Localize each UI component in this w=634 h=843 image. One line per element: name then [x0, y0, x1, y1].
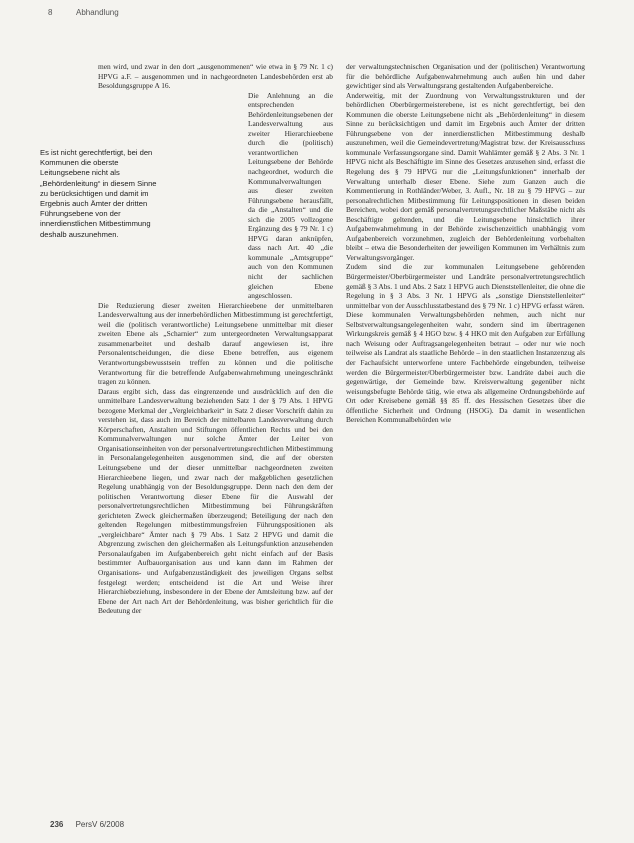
paragraph: Die Anlehnung an die entsprechenden Behördenleitungsebenen der Landesverwaltung aus zweiter Hierarchieebene durch die (politisch) verantwortlichen Leitungsebene der Behörde nachgeordnet, wodurch die Kommunalverwaltungen aus dieser zweiten Führungsebene herausfällt, da die „Anstalten“ und die sich die 2005 vollzogene Ergänzung des § 79 Nr. 1 c) HPVG daran anknüpfen, dass nach Art. 40 „die kommunale „Amtsgruppe“ auch von den Kommunen nicht der sachlichen gleichen Ebene angeschlossen.: [248, 90, 333, 301]
header-marker: 8: [48, 8, 53, 17]
journal-issue: PersV 6/2008: [75, 820, 125, 829]
page-number: 236: [50, 820, 64, 829]
paragraph: Zudem sind die zur kommunalen Leitungsebene gehörenden Bürgermeister/Oberbürgermeister und Landräte personalvertretungsrechtlich gemäß § 3 Abs. 1 und Abs. 2 Satz 1 HPVG auch Dienststellenleiter, die ohne die Regelung in § 3 Abs. 3 Nr. 1 HPVG als „sonstige Dienststellenleiter“ unmittelbar von der Ausschlusstatbestand des § 79 Nr. 1 c) HPVG erfasst wären.: [346, 262, 585, 310]
paragraph: Diese kommunalen Verwaltungsbehörden nehmen, auch nicht nur Selbstverwaltungsangelegenheiten wahr, sondern sind im übertragenen Wirkungskreis gemäß § 4 HGO bzw. § 4 HKO mit den Aufgaben zur Erfüllung nach Weisung oder Auftragsangelegenheiten betraut – oder nur wie noch teilweise als Landrat als staatliche Behörde – in den staatlichen Instanzenzug als der Fachaufsicht unterworfene untere Fachbehörde eingebunden, teilweise werden die Bürgermeister/Oberbürgermeister bzw. Landräte dabei auch die gegenwärtige, der Gemeinde bzw. Kreisverwaltung gegenüber nicht weisungsbefugte Behörde tätig, wie etwa als allgemeine Ordnungsbehörde auf Ort oder Kreisebene gemäß §§ 85 ff. des Hessischen Gesetzes über die öffentliche Sicherheit und Ordnung (HSOG). Da damit in wesentlichen Bereichen Kommunalbehörden wie: [346, 310, 585, 425]
paragraph: Daraus ergibt sich, dass das eingrenzende und ausdrücklich auf den die unmittelbare Landesverwaltung beziehenden Satz 1 der § 79 Abs. 1 HPVG bezogene Merkmal der „Vergleichbarkeit“ in Satz 2 dieser Vorschrift dahin zu verstehen ist, dass auch im Bereich der mittelbaren Landesverwaltung durch Körperschaften, Anstalten und Stiftungen öffentlichen Rechts und bei den Kommunalverwaltungen nur solche Ämter der Leiter von Organisationseinheiten von der personalvertretungsrechtlichen Mitbestimmung in Personalangelegenheiten ausgenommen sind, die auf der obersten Leitungsebene und der dieser unmittelbar nachgeordneten zweiten Hierarchieebene liegen, und zwar nach der maßgeblichen gesetzlichen Regelung unabhängig von der Besoldungsgruppe. Denn nach den dem der politischen Verantwortung dieser Ebene für die Auswahl der personalvertretungsrechtlichen Mitbestimmung bei Führungskräften gerichteten Zweck gleichermaßen überzeugend; Beteiligung der nach den geltenden Regelungen mitbestimmungsfreien Führungspositionen als „vergleichbare“ Ämter nach § 79 Abs. 1 Satz 2 HPVG und damit die Abgrenzung zwischen den gleichermaßen als Leitungsfunktion anzusehenden Personalaufgaben im Aufgabenbereich geht nicht einfach auf der Basis bestimmter Aufbauorganisation aus und kann dann im Rahmen der Organisations- und Aufgabenzuständigkeit des jeweiligen Organs selbst festgelegt werden; entscheidend ist die Art und Weise ihrer Hierarchiebeziehung, insbesondere in der Ebene der Amtsleitung bzw. auf der Ebene der Art nach Art der Behördenleitung, was bisher gerichtlich für die Bedeutung der: [98, 386, 333, 616]
right-column: [346, 62, 585, 425]
paragraph: Anderweitig, mit der Zuordnung von Verwaltungsstrukturen und der behördlichen Oberbürgermeisterebene, ist es nicht gerechtfertigt, bei den Kommunen die oberste Leitungsebene nicht als „Behördenleitung“ in diesem Sinne zu berücksichtigen und damit im Ergebnis auch Ämter der dritten Führungsebene von der innerdienstlichen Mitbestimmung deshalb auszunehmen, weil die Gemeindevertretung/Magistrat bzw. der Kreisausschuss kommunale Verfassungsorgane sind. Damit Wahlämter gemäß § 2 Abs. 3 Nr. 1 HPVG nicht als Beschäftigte im Sinne des Gesetzes anzusehen sind, erfasst die Regelung des § 79 HPVG nur die „Leitungsfunktionen“ innerhalb der Verwaltung unterhalb dieser Ebene. Siehe zum Ganzen auch die Kommentierung in Rothländer/Weber, 3. Aufl., Nr. 18 zu § 79 HPVG – zur personalrechtlichen Mitbestimmung für Leitungspositionen in diesen beiden Bereichen, wobei dort gemäß personalvertretungsrechtlicher Maßstäbe nicht als Beschäftigte geltenden, und die Leitungsebene hinsichtlich ihrer Aufgabenwahrnehmung in der Behörde zwischenzeitlich unabhängig vom Aufgabenbereich vorzunehmen, zugleich der Behördenleitung vorbehalten bleibt – etwa die Besonderheiten der jeweiligen Kommunen im Verhältnis zum Verwaltungsvorgänger.: [346, 90, 585, 262]
left-column: [98, 62, 333, 616]
pull-quote: Es ist nicht gerechtfertigt, bei den Kommunen die oberste Leitungsebene nicht als „Behördenleitung“ in diesem Sinne zu berücksichtigen und damit im Ergebnis auch Ämter der dritten Führungsebene von der innerdienstlichen Mitbestimmung deshalb auszunehmen.: [40, 148, 157, 239]
section-title: Abhandlung: [76, 8, 119, 17]
running-header: [48, 8, 594, 22]
paragraph: der verwaltungstechnischen Organisation und der (politischen) Verantwortung für die behördliche Aufgabenwahrnehmung auch außen hin und daher gewichtiger sind als Verwaltungsrang gestaltenden Aufgabenbereiche.: [346, 62, 585, 91]
page-footer: [50, 820, 124, 829]
paragraph: men wird, und zwar in den dort „ausgenommenen“ wie etwa in § 79 Nr. 1 c) HPVG a.F. – ausgenommen und in nachgeordneten Landesbehörden erst ab Besoldungsgruppe A 16.: [98, 62, 333, 91]
paragraph: Die Reduzierung dieser zweiten Hierarchieebene der unmittelbaren Landesverwaltung aus der innerbehördlichen Mitbestimmung ist gerechtfertigt, weil die (politisch verantwortliche) Leitungsebene unmittelbar mit dieser zweiten Ebene als „Scharnier“ zum untergeordneten Verwaltungsapparat zusammenarbeitet und deshalb darauf angewiesen ist, ihre Personalentscheidungen, die diese Ebene betreffen, aus eigenem Verantwortungsbewusstsein treffen zu können und die politische Verantwortung für die betreffende Aufgabenwahrnehmung uneingeschränkt tragen zu können.: [98, 300, 333, 387]
